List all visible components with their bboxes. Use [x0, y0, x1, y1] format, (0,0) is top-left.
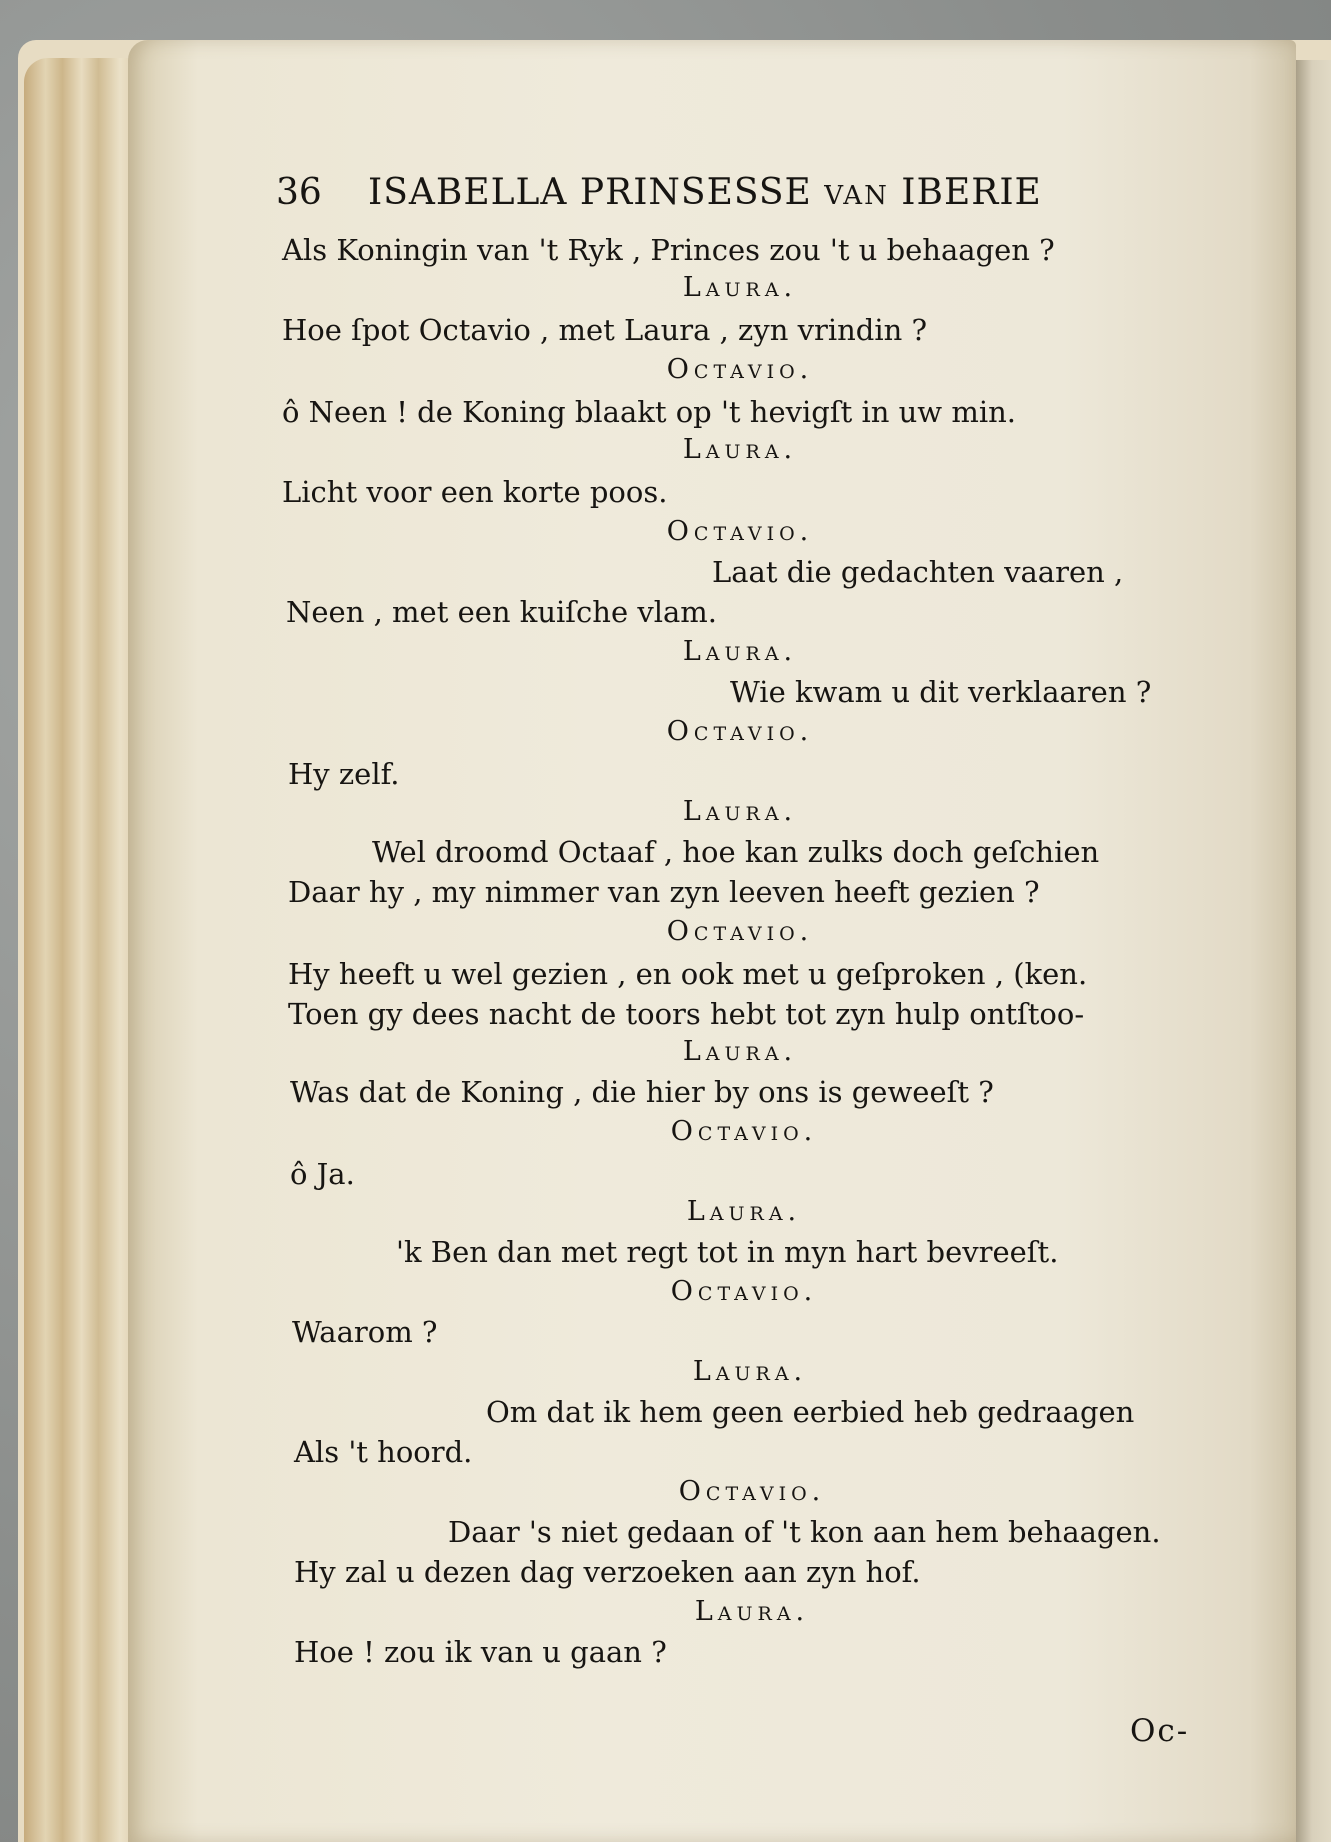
speaker-octavio-7: Octavio. [678, 1476, 826, 1507]
verse-line-3: ô Neen ! de Koning blaakt op 't hevigſt in uw min. [282, 395, 1017, 429]
speaker-laura-7: Laura. [692, 1356, 808, 1387]
running-title-van: VAN [824, 181, 889, 211]
verse-line-15: 'k Ben dan met regt tot in myn hart bevreeſt. [396, 1235, 1059, 1269]
speaker-laura-4: Laura. [682, 796, 798, 827]
verse-line-6: Neen , met een kuiſche vlam. [286, 595, 718, 629]
catchword: Oc- [1130, 1713, 1190, 1749]
verse-line-21: Hoe ! zou ik van u gaan ? [294, 1635, 667, 1669]
running-title-part2: IBERIE [888, 172, 1042, 213]
speaker-octavio-4: Octavio. [666, 916, 814, 947]
page-number: 36 [276, 172, 322, 213]
speaker-octavio-2: Octavio. [666, 516, 814, 547]
verse-line-17: Om dat ik hem geen eerbied heb gedraagen [486, 1395, 1135, 1429]
speaker-laura-1: Laura. [682, 272, 798, 303]
verse-line-1: Als Koningin van 't Ryk , Princes zou 't u behaagen ? [282, 233, 1055, 267]
speaker-octavio-3: Octavio. [666, 716, 814, 747]
speaker-laura-8: Laura. [694, 1596, 810, 1627]
verse-line-13: Was dat de Koning , die hier by ons is geweeſt ? [290, 1075, 994, 1109]
speaker-octavio-1: Octavio. [666, 354, 814, 385]
verse-line-9: Wel droomd Octaaf , hoe kan zulks doch geſchien [372, 835, 1100, 869]
verse-line-19: Daar 's niet gedaan of 't kon aan hem behaagen. [448, 1515, 1161, 1549]
verse-line-11: Hy heeft u wel gezien , en ook met u geſproken , (ken. [288, 957, 1088, 991]
verse-line-14: ô Ja. [290, 1157, 355, 1191]
verse-line-8: Hy zelf. [288, 757, 400, 791]
verse-line-7: Wie kwam u dit verklaaren ? [730, 675, 1152, 709]
speaker-laura-6: Laura. [686, 1196, 802, 1227]
speaker-octavio-6: Octavio. [670, 1276, 818, 1307]
verse-line-12: Toen gy dees nacht de toors hebt tot zyn hulp ontſtoo- [288, 997, 1085, 1031]
verse-line-18: Als 't hoord. [294, 1435, 473, 1469]
running-title-part1: ISABELLA PRINSESSE [368, 172, 825, 213]
facing-page-edge [1296, 60, 1331, 1842]
running-title [368, 172, 1042, 213]
verse-line-16: Waarom ? [292, 1315, 438, 1349]
speaker-octavio-5: Octavio. [670, 1116, 818, 1147]
verse-line-4: Licht voor een korte poos. [282, 475, 668, 509]
page-edges [24, 58, 144, 1842]
speaker-laura-3: Laura. [682, 636, 798, 667]
verse-line-5: Laat die gedachten vaaren , [712, 555, 1124, 589]
verse-line-20: Hy zal u dezen dag verzoeken aan zyn hof. [294, 1555, 921, 1589]
verse-line-2: Hoe ſpot Octavio , met Laura , zyn vrindin ? [282, 313, 928, 347]
speaker-laura-2: Laura. [682, 434, 798, 465]
verse-line-10: Daar hy , my nimmer van zyn leeven heeft gezien ? [288, 875, 1040, 909]
speaker-laura-5: Laura. [682, 1036, 798, 1067]
